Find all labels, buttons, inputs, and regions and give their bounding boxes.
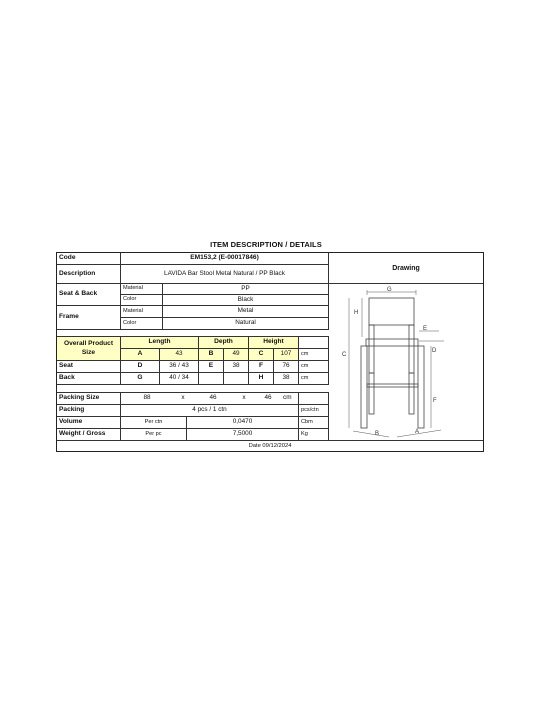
packing-size-x1: x <box>173 393 193 405</box>
dim-label-b: B <box>375 431 380 437</box>
packing-size-b: 46 <box>193 393 233 405</box>
seat-length-value: 36 / 43 <box>160 361 199 373</box>
seat-height-letter: F <box>249 361 274 373</box>
depth-value: 49 <box>224 349 249 361</box>
volume-label: Volume <box>57 417 121 429</box>
seat-unit: cm <box>299 361 329 373</box>
packing-value: 4 pcs / 1 ctn <box>121 405 299 417</box>
seat-depth-letter: E <box>199 361 224 373</box>
spacer-row <box>57 330 329 337</box>
back-unit: cm <box>299 373 329 385</box>
frame-color-label: Color <box>121 318 163 330</box>
depth-letter: B <box>199 349 224 361</box>
back-length-value: 40 / 34 <box>160 373 199 385</box>
back-length-letter: G <box>121 373 160 385</box>
volume-unit: Cbm <box>299 417 329 429</box>
seat-back-material: PP <box>163 284 329 295</box>
back-post <box>369 325 374 373</box>
leg-inner-left <box>369 373 374 414</box>
dim-label-f: F <box>433 398 437 404</box>
backrest-shape <box>369 298 414 325</box>
back-row-label: Back <box>57 373 121 385</box>
back-height-value: 38 <box>274 373 299 385</box>
back-depth-empty-2 <box>224 373 249 385</box>
dim-label-c: C <box>342 352 347 358</box>
spec-sheet <box>56 252 484 452</box>
code-value: EM153,2 (E-00017846) <box>121 253 329 265</box>
packing-size-x2: x <box>233 393 255 405</box>
volume-sub: Per ctn <box>121 417 187 429</box>
code-label: Code <box>57 253 121 265</box>
depth-header: Depth <box>199 337 249 349</box>
dim-label-a: A <box>415 429 420 435</box>
weight-label: Weight / Gross <box>57 429 121 441</box>
back-depth-empty <box>199 373 224 385</box>
document-title: ITEM DESCRIPTION / DETAILS <box>210 240 322 249</box>
packing-size-c: 46 <box>255 393 281 405</box>
overall-unit: cm <box>299 349 329 361</box>
seat-length-letter: D <box>121 361 160 373</box>
dim-label-g: G <box>387 287 392 293</box>
dim-label-d: D <box>432 348 437 354</box>
length-letter: A <box>121 349 160 361</box>
packing-size-a: 88 <box>121 393 173 405</box>
date-footer: Date 09/12/2024 <box>248 443 292 449</box>
volume-value: 0,0470 <box>187 417 299 429</box>
height-header: Height <box>249 337 299 349</box>
frame-material: Metal <box>163 306 329 318</box>
seat-back-color: Black <box>163 295 329 306</box>
seat-back-material-label: Material <box>121 284 163 295</box>
unit-header-empty <box>299 337 329 349</box>
weight-value: 7,5000 <box>187 429 299 441</box>
leg-left <box>361 346 367 428</box>
seat-back-color-label: Color <box>121 295 163 306</box>
packing-size-label: Packing Size <box>57 393 121 405</box>
back-height-letter: H <box>249 373 274 385</box>
length-header: Length <box>121 337 199 349</box>
height-letter: C <box>249 349 274 361</box>
footrest-shape <box>367 384 418 387</box>
leg-inner-right <box>409 373 414 414</box>
drawing-title: Drawing <box>329 253 483 284</box>
packing-label: Packing <box>57 405 121 417</box>
frame-color: Natural <box>163 318 329 330</box>
packing-unit: pcs/ctn <box>299 405 329 417</box>
weight-unit: Kg <box>299 429 329 441</box>
drawing-panel <box>329 253 483 441</box>
spacer-row-2 <box>57 385 329 393</box>
description-value: LAVIDA Bar Stool Metal Natural / PP Black <box>121 265 329 284</box>
dim-label-e: E <box>423 326 428 332</box>
overall-size-label: Overall Product Size <box>57 337 121 361</box>
height-value: 107 <box>274 349 299 361</box>
packing-size-empty <box>299 393 329 405</box>
seat-back-label: Seat & Back <box>57 284 121 306</box>
bar-stool-drawing <box>329 284 483 441</box>
frame-label: Frame <box>57 306 121 330</box>
weight-sub: Per pc <box>121 429 187 441</box>
seat-depth-value: 38 <box>224 361 249 373</box>
back-post-2 <box>409 325 414 373</box>
description-label: Description <box>57 265 121 284</box>
seat-row-label: Seat <box>57 361 121 373</box>
frame-material-label: Material <box>121 306 163 318</box>
leg-right <box>418 346 424 428</box>
packing-size-unit: cm <box>281 393 299 405</box>
length-value: 43 <box>160 349 199 361</box>
seat-height-value: 76 <box>274 361 299 373</box>
dim-label-h: H <box>354 310 359 316</box>
